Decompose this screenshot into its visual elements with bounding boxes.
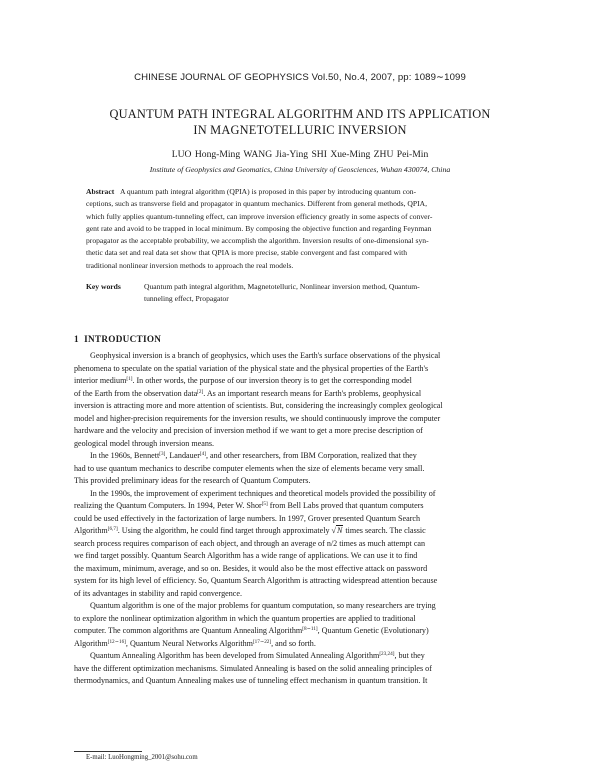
text-span: . As an important research means for Earth's problems, geophysical [203, 388, 422, 398]
keywords-row [86, 281, 512, 293]
citation: [3] [159, 451, 166, 457]
text-span: , Quantum Neural Networks Algorithm [125, 638, 253, 648]
author-list: LUO Hong-Ming WANG Jia-Ying SHI Xue-Ming ZHU Pei-Min [171, 149, 429, 160]
text-line [74, 625, 526, 638]
text-span: , Quantum Genetic (Evolutionary) [317, 626, 429, 635]
text-line: geological model through inversion means. [74, 438, 215, 448]
text-line: thermodynamics, and Quantum Annealing makes use of tunneling effect mechanism in quantum transition. It [74, 676, 428, 685]
citation: [5] [261, 501, 268, 507]
keywords-text: Quantum path integral algorithm, Magnetotelluric, Nonlinear inversion method, Quantum- [144, 282, 420, 291]
abstract-text: A quantum path integral algorithm (QPIA) is proposed in this paper by introducing quantum con- [119, 187, 417, 196]
citation: [23,24] [379, 651, 395, 657]
text-span: Algorithm [74, 526, 108, 535]
footnote-email: E-mail: LuoHongming_2001@sohu.com [86, 754, 198, 761]
text-span: from Bell Labs proved that quantum computers [267, 501, 424, 510]
text-span: interior medium [74, 376, 127, 385]
text-span: , and other researchers, from IBM Corporation, realized that they [205, 451, 417, 460]
citation: [12∼16] [107, 638, 126, 645]
abstract-line: traditional nonlinear inversion methods to approach the real models. [86, 260, 294, 270]
text-line [74, 525, 526, 538]
text-line [74, 638, 526, 651]
text-span: . In other words, the purpose of our inversion theory is to get the corresponding model [132, 376, 412, 385]
citation: [4] [199, 451, 206, 457]
text-line [74, 375, 526, 388]
sqrt-radicand: N [336, 526, 343, 535]
text-span: Quantum Annealing Algorithm has been developed from Simulated Annealing Algorithm [90, 651, 380, 660]
citation: [2] [197, 388, 204, 395]
paper-title [60, 106, 540, 138]
text-line: have the different optimization mechanisms. Simulated Annealing is based on the solid annealing principles of [74, 663, 432, 673]
text-span: computer. The common algorithms are Quantum Annealing Algorithm [74, 626, 303, 635]
keywords [86, 281, 512, 306]
abstract-line: gent rate and avoid to be trapped in local minimum. By composing the objective function and regarding Feynman [86, 223, 432, 233]
abstract [86, 186, 512, 272]
text-line [74, 500, 526, 513]
text-span: realizing the Quantum Computers. In 1994, Peter W. Shor [74, 501, 262, 510]
citation: [1] [126, 376, 133, 382]
text-span: , but they [394, 651, 425, 660]
text-span: , and so forth. [271, 638, 316, 648]
sqrt-symbol: √N [331, 526, 343, 535]
keywords-text: tunneling effect, Propagator [144, 294, 229, 304]
abstract-line: propagator as the acceptable probability, we accomplish the algorithm. Inversion results of one-dimensional syn- [86, 236, 429, 246]
keywords-label: Key words [86, 282, 121, 291]
text-line: had to use quantum mechanics to describe computer elements when the size of elements became very small. [74, 463, 425, 473]
abstract-line: ceptions, such as transverse field and propagator in quantum mechanics. Different from general methods, QPIA, [86, 199, 428, 209]
abstract-line: thetic data set and real data set show that QPIA is more precise, stable convergent and fast compared with [86, 248, 408, 258]
text-span: Algorithm [74, 638, 108, 648]
text-line: inversion is attracting more and more attention of scientists. But, considering the increasingly complex geological [74, 401, 443, 410]
text-line: hardware and the velocity and precision of inversion method if we want to get a more precise description of [74, 426, 423, 435]
text-line: In the 1990s, the improvement of experiment techniques and theoretical models provided the possibility of [90, 488, 436, 498]
text-line: of its advantages in stability and rapid convergence. [74, 588, 242, 598]
text-line: the maximum, minimum, average, and so on. Besides, it would also be the most effective attack on password [74, 563, 428, 573]
text-line: to explore the nonlinear optimization algorithm in which the quantum properties are applied to traditional [74, 613, 416, 623]
text-span: , Landauer [165, 451, 200, 460]
text-line [74, 450, 526, 463]
text-line: we find target possibly. Quantum Search Algorithm has a wide range of applications. We can use it to find [74, 551, 418, 560]
section-number: 1 [74, 334, 79, 344]
text-line: could be used effectively in the factorization of large numbers. In 1997, Grover presented Quantum Search [74, 513, 421, 523]
text-span: In the 1960s, Bennett [90, 451, 160, 460]
abstract-label: Abstract [86, 187, 115, 196]
text-span: of the Earth from the observation data [74, 388, 198, 398]
text-line: Geophysical inversion is a branch of geophysics, which uses the Earth's surface observations of the physical [90, 351, 441, 360]
body-text [74, 350, 526, 688]
citation: [8∼11] [302, 626, 318, 632]
text-line: search process requires comparison of each object, and through an average of n/2 times as much attempt can [74, 538, 426, 548]
section-title: INTRODUCTION [84, 334, 162, 344]
affiliation: Institute of Geophysics and Geomatics, China University of Geosciences, Wuhan 430074, China [149, 165, 451, 174]
text-line: model and higher-precision requirements for the inversion results, we should continuously improve the computer [74, 413, 441, 423]
abstract-line [86, 186, 512, 198]
text-line: phenomena to speculate on the spatial variation of the physical state and the physical properties of the Earth's [74, 363, 429, 373]
title-line: IN MAGNETOTELLURIC INVERSION [193, 123, 407, 137]
citation: [6,7] [107, 526, 118, 532]
citation: [17∼22] [252, 638, 272, 645]
text-line [74, 650, 526, 663]
text-line: This provided preliminary ideas for the research of Quantum Computers. [74, 476, 311, 485]
footnote-rule [74, 751, 142, 752]
running-head: CHINESE JOURNAL OF GEOPHYSICS Vol.50, No.4, 2007, pp: 1089∼1099 [134, 72, 466, 83]
text-line: Quantum algorithm is one of the major problems for quantum computation, so many researchers are trying [90, 601, 436, 610]
section-heading [74, 334, 161, 344]
text-line [74, 388, 526, 401]
title-line: QUANTUM PATH INTEGRAL ALGORITHM AND ITS APPLICATION [109, 107, 491, 121]
text-span: . Using the algorithm, he could find target through approximately [117, 526, 332, 535]
abstract-line: which fully applies quantum-tunneling effect, can improve inversion efficiency greatly in some aspects of conver- [86, 211, 433, 221]
text-line: system for its high level of efficiency. So, Quantum Search Algorithm is attracting widespread attention because [74, 576, 438, 585]
text-span: times search. The classic [343, 526, 426, 535]
